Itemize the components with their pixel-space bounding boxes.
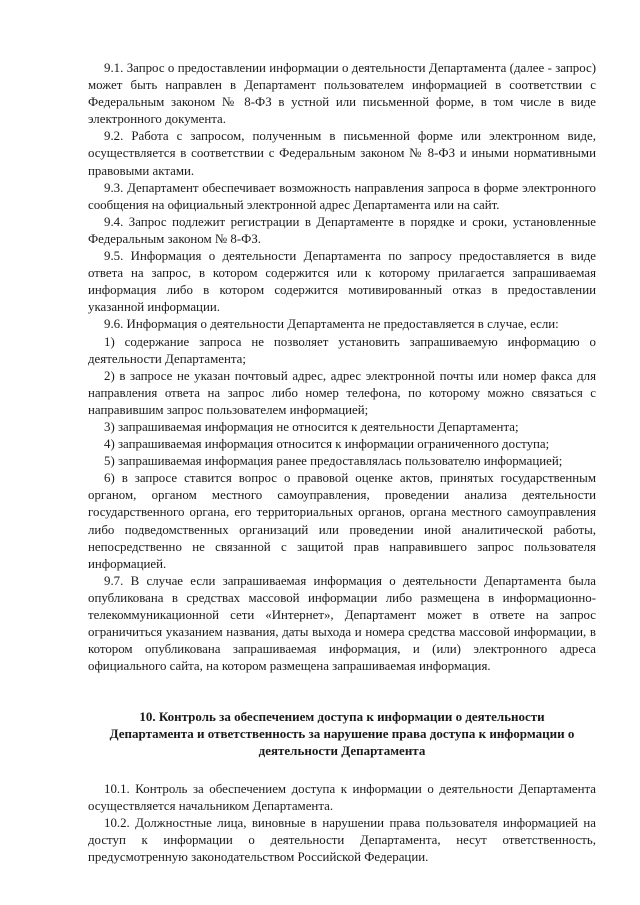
- list-item-4: 4) запрашиваемая информация относится к информации ограниченного доступа;: [104, 437, 550, 452]
- paragraph-9-4: 9.4. Запрос подлежит регистрации в Департаменте в порядке и сроки, установленные Федеральным законом № 8-ФЗ.: [88, 214, 596, 246]
- list-item-1: 1) содержание запроса не позволяет установить запрашиваемую информацию о деятельности Департамента;: [88, 334, 596, 366]
- list-item-3: 3) запрашиваемая информация не относится к деятельности Департамента;: [104, 419, 519, 434]
- paragraph-9-6: 9.6. Информация о деятельности Департамента не предоставляется в случае, если:: [104, 317, 559, 332]
- paragraph-9-3: 9.3. Департамент обеспечивает возможность направления запроса в форме электронного сообщения на официальный электронной адрес Департамента или на сайт.: [88, 180, 596, 212]
- paragraph-9-1: 9.1. Запрос о предоставлении информации о деятельности Департамента (далее - запрос) может быть направлен в Департамент пользователем информацией в соответствии с Федеральным законом № 8-ФЗ в устной или письменной форме, в том числе в виде электронного документа.: [88, 61, 596, 127]
- document-page: [88, 60, 596, 866]
- list-item-6: 6) в запросе ставится вопрос о правовой оценке актов, принятых государственным органом, органом местного самоуправления, проведении анализа деятельности государственного органа, его территориальных органов, органа местного самоуправления либо подведомственных организаций или проведении иной аналитической работы, непосредственно не связанной с защитой прав направившего запрос пользователя информацией.: [88, 471, 596, 571]
- list-item-5: 5) запрашиваемая информация ранее предоставлялась пользователю информацией;: [104, 454, 563, 469]
- section-10: [88, 781, 596, 866]
- paragraph-9-5: 9.5. Информация о деятельности Департамента по запросу предоставляется в виде ответа на запрос, в котором содержится или к которому прилагается запрашиваемая информация либо в котором содержится мотивированный отказ в предоставлении указанной информации.: [88, 249, 596, 315]
- section-9: [88, 60, 596, 696]
- list-item-2: 2) в запросе не указан почтовый адрес, адрес электронной почты или номер факса для направления ответа на запрос либо номер телефона, по которому можно связаться с направившим запрос пользователем информацией;: [88, 368, 596, 417]
- paragraph-9-2: 9.2. Работа с запросом, полученным в письменной форме или электронном виде, осуществляется в соответствии с Федеральным законом № 8-ФЗ и иными нормативными правовыми актами.: [88, 129, 596, 178]
- paragraph-10-1: 10.1. Контроль за обеспечением доступа к информации о деятельности Департамента осуществляется начальником Департамента.: [88, 782, 596, 814]
- paragraph-10-2: 10.2. Должностные лица, виновные в нарушении права пользователя информацией на доступ к информации о деятельности Департамента, несут ответственность, предусмотренную законодательством Российской Федерации.: [88, 816, 596, 865]
- paragraph-9-7: 9.7. В случае если запрашиваемая информация о деятельности Департамента была опубликована в средствах массовой информации либо размещена в информационно-телекоммуникационной сети «Интернет», Департамент может в ответе на запрос ограничиться указанием названия, даты выхода и номера средства массовой информации, в котором опубликована запрашиваемая информация, и (или) электронного адреса официального сайта, на котором размещена запрашиваемая информация.: [88, 573, 596, 674]
- section-10-heading: 10. Контроль за обеспечением доступа к информации о деятельности Департамента и ответственность за нарушение права доступа к информации о деятельности Департамента: [109, 709, 575, 758]
